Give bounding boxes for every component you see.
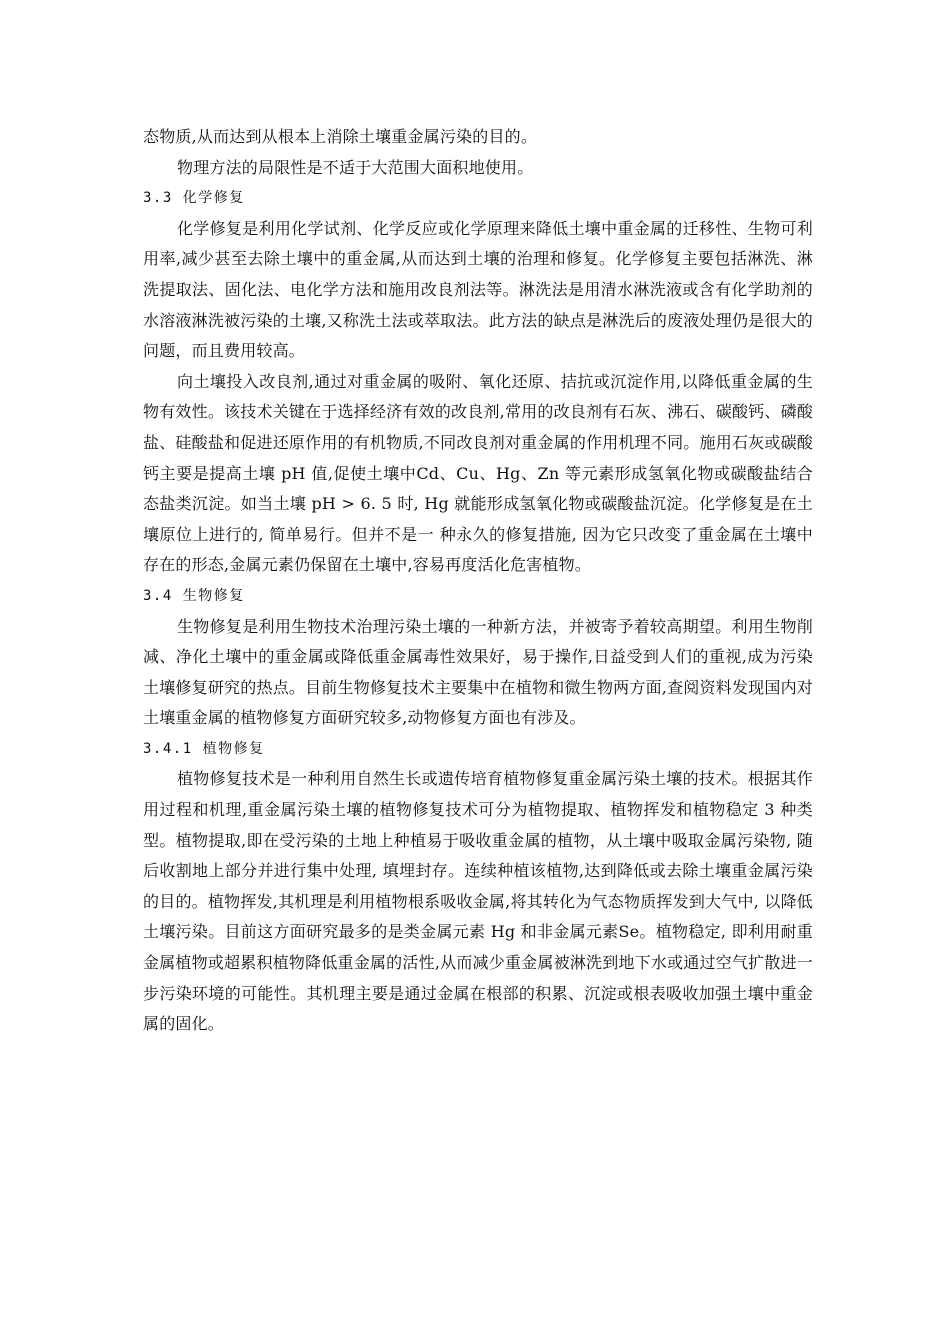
paragraph-amendments: 向土壤投入改良剂,通过对重金属的吸附、氧化还原、拮抗或沉淀作用,以降低重金属的生物有效性。该技术关键在于选择经济有效的改良剂,常用的改良剂有石灰、沸石、碳酸钙、磷酸盐、硅酸盐和促进还原作用的有机物质,不同改良剂对重金属的作用机理不同。施用石灰或碳酸钙主要是提高土壤 pH 值,促使土壤中Cd、Cu、Hg、Zn 等元素形成氢氧化物或碳酸盐结合态盐类沉淀。如当土壤 pH > 6. 5 时, Hg 就能形成氢氧化物或碳酸盐沉淀。化学修复是在土壤原位上进行的, 简单易行。但并不是一 种永久的修复措施, 因为它只改变了重金属在土壤中存在的形态,金属元素仍保留在土壤中,容易再度活化危害植物。: [143, 371, 813, 575]
paragraph-bioremediation: 生物修复是利用生物技术治理污染土壤的一种新方法，并被寄予着较高期望。利用生物削减、净化土壤中的重金属或降低重金属毒性效果好，易于操作,日益受到人们的重视,成为污染土壤修复研究的热点。目前生物修复技术主要集中在植物和微生物两方面,查阅资料发现国内对土壤重金属的植物修复方面研究较多,动物修复方面也有涉及。: [143, 616, 813, 728]
paragraph-chemical-remediation: 化学修复是利用化学试剂、化学反应或化学原理来降低土壤中重金属的迁移性、生物可利用率,减少甚至去除土壤中的重金属,从而达到土壤的治理和修复。化学修复主要包括淋洗、淋洗提取法、固化法、电化学方法和施用改良剂法等。淋洗法是用清水淋洗液或含有化学助剂的水溶液淋洗被污染的土壤,又称洗土法或萃取法。此方法的缺点是淋洗后的废液处理仍是很大的问题，而且费用较高。: [143, 218, 813, 361]
section-heading-3-4-1: 3.4.1 植物修复: [143, 740, 265, 757]
paragraph-continuation: 态物质,从而达到从根本上消除土壤重金属污染的目的。: [143, 127, 538, 146]
section-heading-3-4: 3.4 生物修复: [143, 587, 245, 604]
section-heading-3-3: 3.3 化学修复: [143, 190, 245, 207]
document-body: [143, 122, 813, 1040]
paragraph-phytoremediation: 植物修复技术是一种利用自然生长或遗传培育植物修复重金属污染土壤的技术。根据其作用过程和机理,重金属污染土壤的植物修复技术可分为植物提取、植物挥发和植物稳定 3 种类型。植物提取,即在受污染的土地上种植易于吸收重金属的植物，从土壤中吸取金属污染物, 随后收割地上部分并进行集中处理, 填埋封存。连续种植该植物,达到降低或去除土壤重金属污染的目的。植物挥发,其机理是利用植物根系吸收金属,将其转化为气态物质挥发到大气中, 以降低土壤污染。目前这方面研究最多的是类金属元素 Hg 和非金属元素Se。植物稳定, 即利用耐重金属植物或超累积植物降低重金属的活性,从而减少重金属被淋洗到地下水或通过空气扩散进一步污染环境的可能性。其机理主要是通过金属在根部的积累、沉淀或根表吸收加强土壤中重金属的固化。: [143, 769, 813, 1034]
paragraph-physical-limitation: 物理方法的局限性是不适于大范围大面积地使用。: [177, 157, 534, 177]
